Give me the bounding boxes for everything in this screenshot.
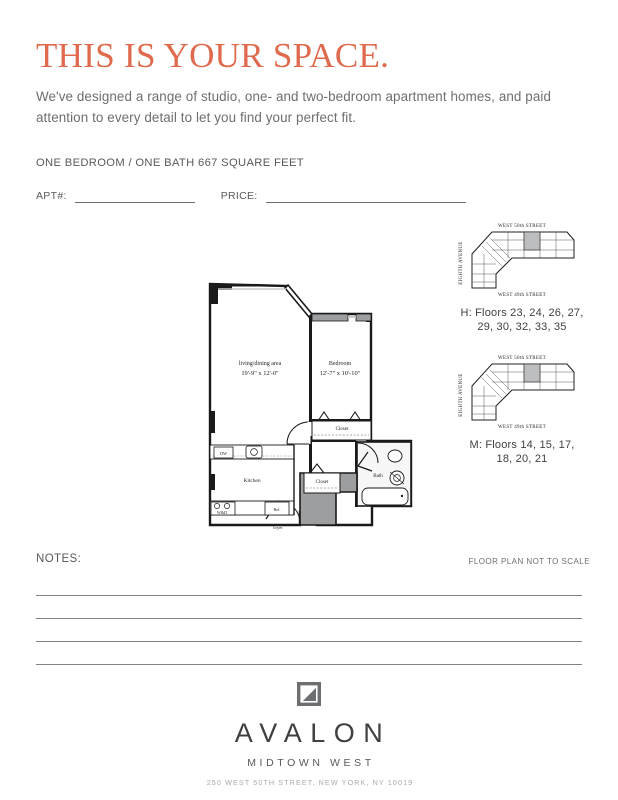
living-dining-label: living/dining area bbox=[238, 361, 282, 367]
price-label: PRICE: bbox=[220, 190, 258, 202]
bath-label: Bath bbox=[373, 474, 383, 479]
wall-left-mid bbox=[210, 411, 215, 433]
keymap-m-caption bbox=[452, 438, 592, 466]
foyer-label: foyer bbox=[273, 525, 283, 530]
keymap-m-caption-line2: 18, 20, 21 bbox=[496, 453, 548, 465]
brand-address: 250 WEST 50TH STREET, NEW YORK, NY 10019 bbox=[206, 778, 414, 787]
price-field[interactable] bbox=[266, 192, 466, 203]
wall-bedroom-left bbox=[309, 314, 312, 422]
notes-line-3[interactable] bbox=[36, 641, 582, 642]
bathroom bbox=[357, 442, 411, 506]
keymap-h-caption-line1: H: Floors 23, 24, 26, 27, bbox=[460, 307, 584, 319]
keymap-m bbox=[452, 350, 592, 466]
keymap-h-highlight-unit bbox=[524, 232, 540, 250]
keymap-m-street-top: WEST 50th STREET bbox=[497, 356, 547, 361]
dishwasher-label: DW bbox=[220, 451, 227, 456]
foyer-closet-label: Closet bbox=[315, 480, 329, 485]
keymap-h-caption-line2: 29, 30, 32, 33, 35 bbox=[477, 321, 567, 333]
wall-left-lower bbox=[210, 474, 215, 490]
keymap-h-building bbox=[472, 232, 574, 288]
window-bedroom-left bbox=[312, 314, 348, 321]
refrigerator-label: Ref. bbox=[273, 507, 281, 512]
floor-plan-drawing bbox=[196, 276, 428, 534]
apt-number-label: APT#: bbox=[36, 190, 67, 202]
notes-label: NOTES: bbox=[36, 553, 82, 565]
brand-subtitle: MIDTOWN WEST bbox=[247, 757, 375, 769]
bath-sink bbox=[388, 450, 402, 462]
unit-summary: ONE BEDROOM / ONE BATH 667 SQUARE FEET bbox=[36, 157, 304, 169]
bedroom-dimensions: 12'-7" x 10'-10" bbox=[319, 370, 361, 377]
window-bedroom-right bbox=[356, 314, 371, 321]
apt-number-field[interactable] bbox=[75, 192, 195, 203]
page-subtitle: We've designed a range of studio, one- and two-bedroom apartment homes, and paid attention to every detail to let you find your perfect fit. bbox=[36, 89, 552, 125]
keymap-h-street-bottom: WEST 49th STREET bbox=[497, 293, 547, 298]
scale-disclaimer: FLOOR PLAN NOT TO SCALE bbox=[468, 557, 590, 566]
keymap-h bbox=[452, 218, 592, 334]
keymap-h-street-top: WEST 50th STREET bbox=[497, 224, 547, 229]
bedroom-closet-label: Closet bbox=[335, 427, 349, 432]
keymap-h-caption bbox=[452, 306, 592, 334]
living-dining-dimensions: 19'-9" x 12'-0" bbox=[241, 370, 279, 377]
keymap-m-street-left: EIGHTH AVENUE bbox=[459, 373, 464, 417]
washer-dryer-label: W&D bbox=[216, 510, 228, 515]
notes-line-2[interactable] bbox=[36, 618, 582, 619]
keymap-m-highlight-unit bbox=[524, 364, 540, 382]
bedroom-label: Bedroom bbox=[328, 361, 352, 367]
keymap-m-caption-line1: M: Floors 14, 15, 17, bbox=[469, 439, 575, 451]
notes-line-1[interactable] bbox=[36, 595, 582, 596]
keymap-h-street-left: EIGHTH AVENUE bbox=[459, 241, 464, 285]
keymap-h-diagram bbox=[452, 218, 592, 302]
keymap-m-building bbox=[472, 364, 574, 420]
kitchen-label: Kitchen bbox=[243, 478, 261, 484]
apt-price-row bbox=[36, 190, 466, 203]
avalon-logo-icon bbox=[297, 682, 321, 706]
keymap-m-diagram bbox=[452, 350, 592, 434]
notes-line-4[interactable] bbox=[36, 664, 582, 665]
footer bbox=[0, 682, 618, 787]
brand-name: AVALON bbox=[234, 718, 392, 748]
page-title: THIS IS YOUR SPACE. bbox=[36, 36, 390, 75]
keymap-m-street-bottom: WEST 49th STREET bbox=[497, 425, 547, 430]
